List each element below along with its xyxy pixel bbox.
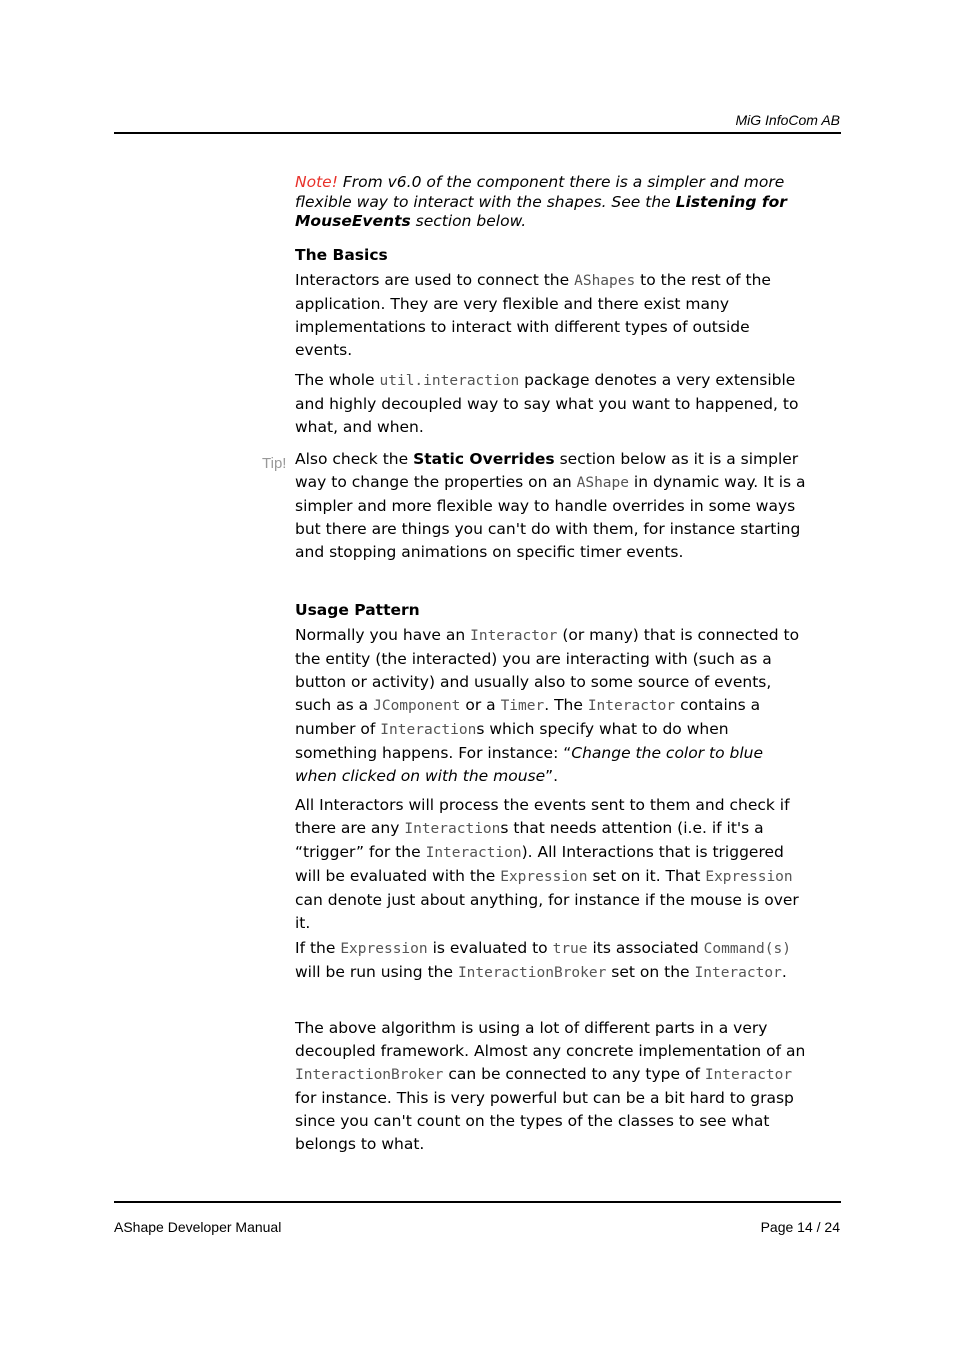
footer-page-number: Page 14 / 24 [760, 1219, 840, 1235]
header-company: MiG InfoCom AB [735, 112, 840, 128]
text: The above algorithm is using a lot of different parts in a very decoupled framework. Almost any concrete implementation of an [295, 1019, 806, 1060]
code: Interaction [380, 722, 477, 738]
usage-paragraph-3 [295, 937, 807, 985]
code: Interaction [404, 821, 501, 837]
code: Interactor [587, 698, 676, 714]
text: s that needs attention (i.e. if it's a “trigger” for the [295, 819, 764, 861]
text: for instance. This is very powerful but can be a bit hard to grasp since you can't count on the types of the classes to see what belongs to what. [295, 1089, 794, 1153]
text: package denotes a very extensible and highly decoupled way to say what you want to happened, to what, and when. [295, 371, 799, 436]
text: If the [295, 939, 341, 957]
basics-paragraph-1 [295, 269, 807, 362]
text: is evaluated to [427, 939, 553, 957]
text: set on the [606, 963, 695, 981]
text: or a [460, 696, 501, 714]
code: Expression [705, 869, 793, 885]
heading-usage-pattern: Usage Pattern [295, 601, 420, 619]
code: InteractionBroker [295, 1067, 444, 1083]
code: Interactor [470, 628, 558, 644]
code: true [552, 941, 588, 957]
text: . [781, 963, 787, 981]
text: in dynamic way. It is a simpler and more flexible way to handle overrides in some ways but there are things you can't do with them, for instance starting and stopping animations on specific timer events. [295, 473, 806, 561]
text: Normally you have an [295, 626, 471, 644]
footer-title: AShape Developer Manual [114, 1219, 282, 1235]
code: Interaction [425, 845, 522, 861]
text: section below as it is a simpler way to change the properties on an [295, 450, 799, 491]
text: ”. [545, 767, 559, 785]
text: Interactors are used to connect the [295, 271, 575, 289]
code: JComponent [373, 698, 461, 714]
text: its associated [587, 939, 704, 957]
text: can denote just about anything, for instance if the mouse is over it. [295, 891, 799, 932]
code: Expression [500, 869, 588, 885]
tip-paragraph [295, 448, 807, 564]
code: Expression [340, 941, 428, 957]
footer-rule [114, 1201, 841, 1203]
code: AShapes [574, 273, 636, 289]
note-text-end: section below. [410, 212, 527, 230]
tip-label: Tip! [262, 455, 287, 472]
text: All Interactors will process the events sent to them and check if there are any [295, 796, 790, 837]
code: Timer [500, 698, 545, 714]
text: will be run using the [295, 963, 458, 981]
note-paragraph [295, 173, 807, 232]
code: Command(s) [703, 941, 791, 957]
code: InteractionBroker [457, 965, 607, 981]
code: util.interaction [379, 373, 520, 389]
italic-text: Change the color to blue when clicked on with the mouse [295, 744, 764, 785]
text: set on it. That [587, 867, 706, 885]
code: AShape [576, 475, 629, 491]
usage-paragraph-2 [295, 794, 807, 935]
text: to the rest of the application. They are very flexible and there exist many implementations to interact with different types of outside events. [295, 271, 771, 359]
text: The whole [295, 371, 380, 389]
text: ). All Interactions that is triggered will be evaluated with the [295, 843, 784, 885]
code: Interactor [694, 965, 782, 981]
text: (or many) that is connected to the entity (the interacted) you are interacting with (such as a button or activity) and usually also to some source of events, such as a [295, 626, 800, 714]
text: contains a number of [295, 696, 761, 738]
text: can be connected to any type of [443, 1065, 705, 1083]
usage-paragraph-1 [295, 624, 807, 788]
header-rule [114, 132, 841, 134]
note-label: Note! [295, 173, 338, 191]
text: Also check the [295, 450, 414, 468]
text: s which specify what to do when something happens. For instance: “ [295, 720, 729, 762]
basics-paragraph-2 [295, 369, 807, 439]
bold-text: Static Overrides [413, 450, 555, 468]
usage-paragraph-4 [295, 1017, 807, 1156]
note-text: From v6.0 of the component there is a simpler and more flexible way to interact with the shapes. See the [295, 173, 785, 211]
heading-the-basics: The Basics [295, 246, 388, 264]
note-bold-link: Listening for MouseEvents [295, 192, 787, 230]
code: Interactor [704, 1067, 793, 1083]
text: . The [544, 696, 588, 714]
